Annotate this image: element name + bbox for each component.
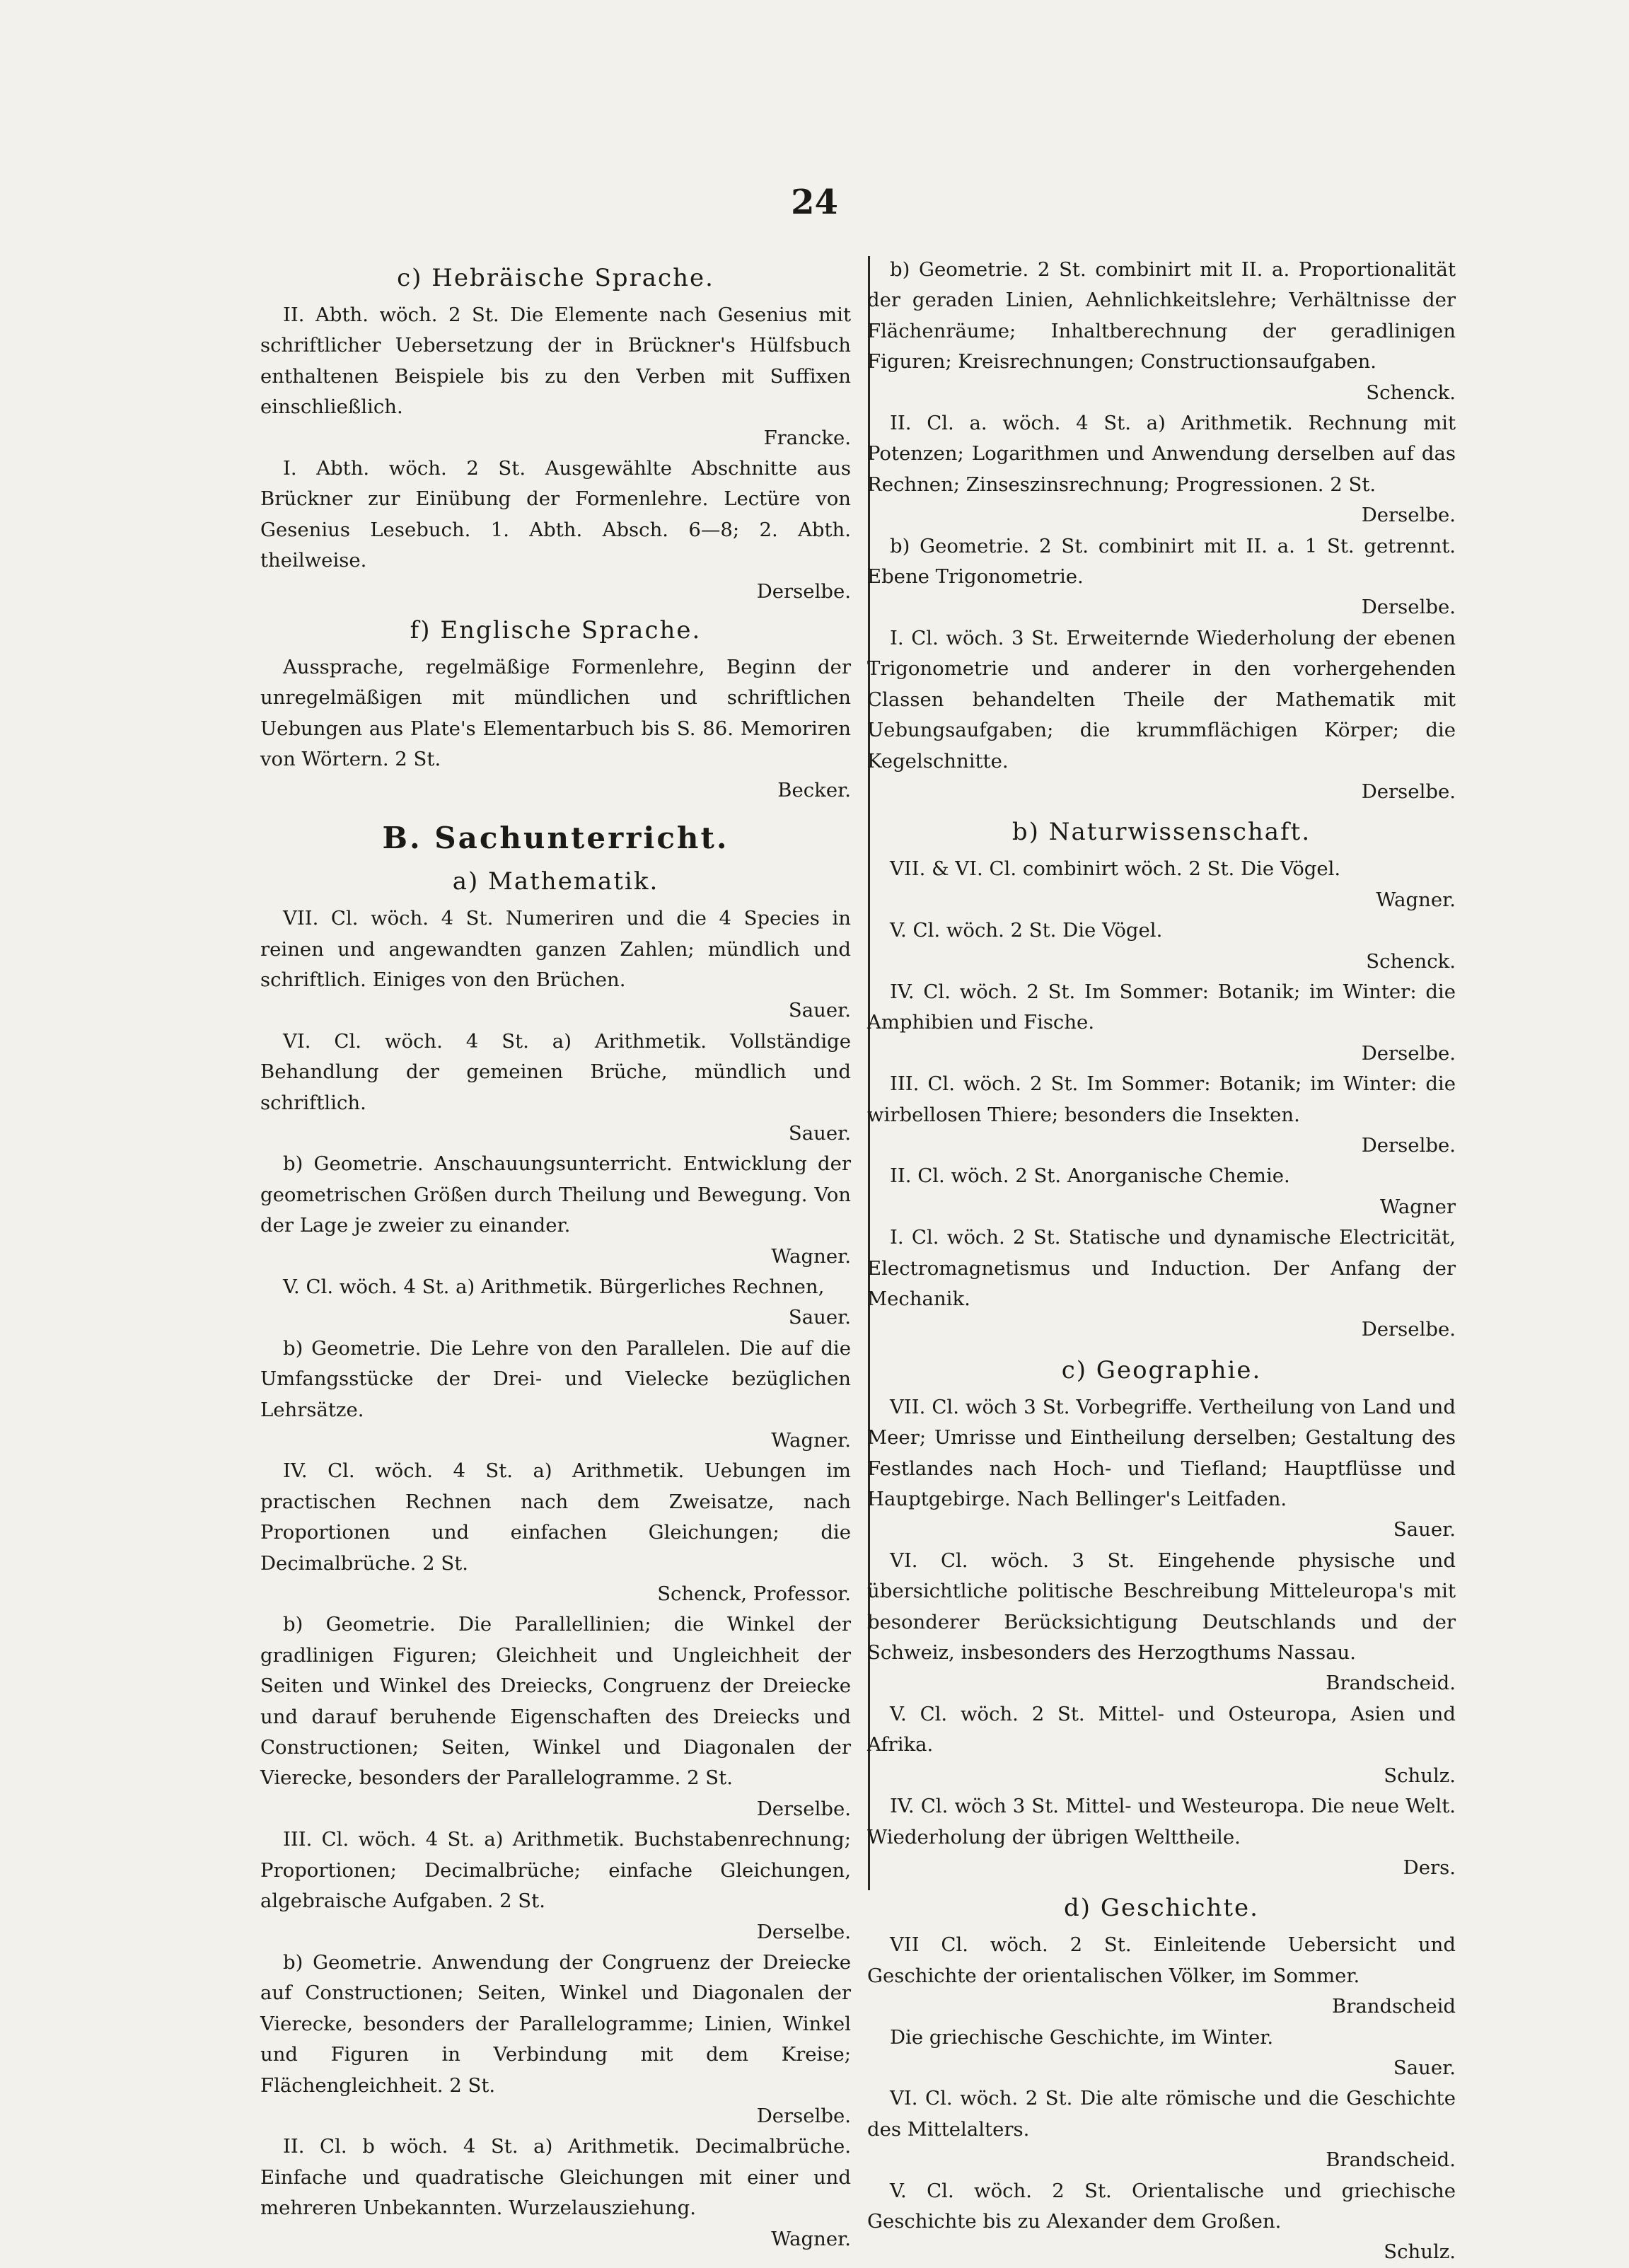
entry-text: b) Geometrie. Anschauungsunterricht. Entwicklung der geometrischen Größen durch Theilung und Bewegung. Von der Lage je zweier zu einander.	[260, 1152, 851, 1237]
entry-math-iib-geometrie	[867, 255, 1456, 408]
entry-math-vi-geometrie	[260, 1149, 851, 1272]
entry-text: IV. Cl. wöch. 2 St. Im Sommer: Botanik; im Winter: die Amphibien und Fische.	[867, 980, 1456, 1034]
teacher-name: Sauer.	[788, 999, 851, 1022]
entry-text: I. Cl. wöch. 2 St. Statische und dynamische Electricität, Electromagnetismus und Induction. Der Anfang der Mechanik.	[867, 1226, 1456, 1310]
entry-gesch-vii	[867, 1930, 1456, 2022]
entry-natur-i	[867, 1222, 1456, 1346]
entry-text: VII. & VI. Cl. combinirt wöch. 2 St. Die Vögel.	[890, 857, 1341, 881]
teacher-name: Derselbe.	[756, 1920, 851, 1943]
entry-math-iii-arithmetik	[260, 1824, 851, 1948]
entry-text: VII. Cl. wöch. 4 St. Numeriren und die 4 Species in reinen und angewandten ganzen Zahlen; mündlich und schriftlich. Einiges von den Brüchen.	[260, 907, 851, 991]
entry-hebrew-ii	[260, 300, 851, 453]
teacher-name: Derselbe.	[756, 1797, 851, 1820]
entry-text: III. Cl. wöch. 2 St. Im Sommer: Botanik; im Winter: die wirbellosen Thiere; besonders die Insekten.	[867, 1072, 1456, 1126]
teacher-name: Schenck.	[1366, 949, 1456, 973]
entry-text: b) Geometrie. Anwendung der Congruenz der Dreiecke auf Constructionen; Seiten, Winkel und Diagonalen der Vierecke, besonders der Parallelogramme; Linien, Winkel und Figuren in Verbindung mit dem Kreise; Flächengleichheit. 2 St.	[260, 1950, 851, 2097]
entry-text: IV. Cl. wöch. 4 St. a) Arithmetik. Uebungen im practischen Rechnen nach dem Zweisatze, nach Proportionen und einfachen Gleichungen; die Decimalbrüche. 2 St.	[260, 1459, 851, 1575]
entry-natur-v	[867, 915, 1456, 977]
teacher-name: Derselbe.	[1361, 596, 1456, 619]
entry-math-v-arithmetik	[260, 1272, 851, 1333]
entry-text: II. Cl. b wöch. 4 St. a) Arithmetik. Decimalbrüche. Einfache und quadratische Gleichungen mit einer und mehreren Unbekannten. Wurzelausziehung.	[260, 2135, 851, 2220]
entry-text: I. Cl. wöch. 3 St. Erweiternde Wiederholung der ebenen Trigonometrie und anderer in den vorhergehenden Classen behandelten Theile der Mathematik mit Uebungsaufgaben; die krummflächigen Körper; die Kegelschnitte.	[867, 626, 1456, 773]
teacher-name: Brandscheid	[1332, 1995, 1456, 2018]
entry-text: VII Cl. wöch. 2 St. Einleitende Uebersicht und Geschichte der orientalischen Völker, im Sommer.	[867, 1933, 1456, 1987]
teacher-name: Sauer.	[788, 1306, 851, 1329]
teacher-name: Derselbe.	[1361, 1133, 1456, 1157]
section-heading-geschichte: d) Geschichte.	[1064, 1894, 1259, 1923]
teacher-name: Schulz.	[1384, 2240, 1456, 2264]
teacher-name: Derselbe.	[756, 2104, 851, 2127]
teacher-name: Derselbe.	[756, 579, 851, 603]
entry-text: IV. Cl. wöch 3 St. Mittel- und Westeuropa. Die neue Welt. Wiederholung der übrigen Welttheile.	[867, 1795, 1456, 1848]
entry-text: V. Cl. wöch. 2 St. Die Vögel.	[890, 919, 1163, 942]
section-heading-hebrew: c) Hebräische Sprache.	[397, 264, 714, 292]
teacher-name: Derselbe.	[1361, 504, 1456, 527]
section-heading-naturwissenschaft: b) Naturwissenschaft.	[1011, 818, 1311, 847]
entry-natur-vii-vi	[867, 854, 1456, 915]
entry-geo-v	[867, 1699, 1456, 1791]
entry-math-iia-geometrie	[867, 531, 1456, 623]
entry-text: b) Geometrie. 2 St. combinirt mit II. a. Proportionalität der geraden Linien, Aehnlichkeitslehre; Verhältnisse der Flächenräume; Inhaltberechnung der geradlinigen Figuren; Kreisrechnungen; Constructionsaufgaben.	[867, 258, 1456, 374]
entry-math-iv-geometrie	[260, 1609, 851, 1824]
entry-text: V. Cl. wöch. 2 St. Mittel- und Osteuropa, Asien und Afrika.	[867, 1702, 1456, 1757]
entry-text: VI. Cl. wöch. 3 St. Eingehende physische und übersichtliche politische Beschreibung Mitteleuropa's mit besonderer Berücksichtigung Deutschlands und der Schweiz, insbesonders des Herzogthums Nassau.	[867, 1549, 1456, 1665]
entry-text: b) Geometrie. 2 St. combinirt mit II. a. 1 St. getrennt. Ebene Trigonometrie.	[867, 534, 1456, 589]
entry-text: III. Cl. wöch. 4 St. a) Arithmetik. Buchstabenrechnung; Proportionen; Decimalbrüche; einfache Gleichungen, algebraische Aufgaben. 2 St.	[260, 1828, 851, 1913]
entry-text: II. Cl. a. wöch. 4 St. a) Arithmetik. Rechnung mit Potenzen; Logarithmen und Anwendung derselben auf das Rechnen; Zinseszinsrechnung; Progressionen. 2 St.	[867, 412, 1456, 496]
entry-math-vii	[260, 903, 851, 1026]
teacher-name: Becker.	[777, 778, 851, 802]
entry-text: V. Cl. wöch. 2 St. Orientalische und griechische Geschichte bis zu Alexander dem Großen.	[867, 2179, 1456, 2233]
section-heading-sachunterricht: B. Sachunterricht.	[382, 821, 729, 856]
entry-math-iii-geometrie	[260, 1948, 851, 2131]
teacher-name: Sauer.	[1393, 2056, 1456, 2079]
entry-math-iv-arithmetik	[260, 1456, 851, 1609]
teacher-name: Schenck, Professor.	[657, 1583, 851, 1606]
teacher-name: Wagner.	[771, 1429, 851, 1452]
teacher-name: Wagner.	[771, 2227, 851, 2250]
entry-natur-iv	[867, 977, 1456, 1069]
section-heading-mathematik: a) Mathematik.	[452, 867, 659, 896]
teacher-name: Wagner	[1379, 1195, 1456, 1218]
section-heading-geographie: c) Geographie.	[1061, 1355, 1262, 1384]
teacher-name: Brandscheid.	[1326, 1672, 1456, 1695]
entry-natur-iii	[867, 1069, 1456, 1161]
entry-gesch-vii-winter	[867, 2023, 1456, 2084]
teacher-name: Wagner.	[771, 1244, 851, 1268]
page-number: 24	[791, 183, 838, 222]
entry-text: V. Cl. wöch. 4 St. a) Arithmetik. Bürgerliches Rechnen,	[283, 1275, 825, 1298]
teacher-name: Derselbe.	[1361, 780, 1456, 803]
entry-geo-iv	[867, 1791, 1456, 1883]
entry-english	[260, 652, 851, 806]
entry-gesch-v	[867, 2176, 1456, 2268]
teacher-name: Wagner.	[1376, 888, 1456, 911]
left-column	[260, 255, 851, 2255]
teacher-name: Sauer.	[1393, 1518, 1456, 1541]
entry-text: VI. Cl. wöch. 2 St. Die alte römische und die Geschichte des Mittelalters.	[867, 2087, 1456, 2141]
teacher-name: Francke.	[763, 426, 851, 449]
entry-text: Die griechische Geschichte, im Winter.	[890, 2025, 1274, 2049]
entry-text: b) Geometrie. Die Lehre von den Parallelen. Die auf die Umfangsstücke der Drei- und Vielecke bezüglichen Lehrsätze.	[260, 1336, 851, 1421]
entry-gesch-vi	[867, 2083, 1456, 2175]
teacher-name: Schulz.	[1384, 1764, 1456, 1787]
right-column	[867, 255, 1456, 2268]
entry-text: b) Geometrie. Die Parallellinien; die Winkel der gradlinigen Figuren; Gleichheit und Ungleichheit der Seiten und Winkel des Dreiecks, Congruenz der Dreiecke und darauf beruhende Eigenschaften des Dreiecks und Constructionen; Seiten, Winkel und Diagonalen der Vierecke, besonders der Parallelogramme. 2 St.	[260, 1613, 851, 1790]
entry-math-iib-arithmetik	[260, 2131, 851, 2255]
section-heading-english: f) Englische Sprache.	[410, 616, 702, 645]
entry-math-v-geometrie	[260, 1333, 851, 1457]
teacher-name: Ders.	[1403, 1856, 1456, 1879]
entry-math-i	[867, 623, 1456, 807]
entry-text: VII. Cl. wöch 3 St. Vorbegriffe. Vertheilung von Land und Meer; Umrisse und Eintheilung derselben; Gestaltung des Festlandes nach Hoch- und Tiefland; Hauptflüsse und Hauptgebirge. Nach Bellinger's Leitfaden.	[867, 1395, 1456, 1511]
entry-text: Aussprache, regelmäßige Formenlehre, Beginn der unregelmäßigen mit mündlichen und schriftlichen Uebungen aus Plate's Elementarbuch bis S. 86. Memoriren von Wörtern. 2 St.	[260, 656, 851, 771]
entry-geo-vi	[867, 1546, 1456, 1699]
entry-text: VI. Cl. wöch. 4 St. a) Arithmetik. Vollständige Behandlung der gemeinen Brüche, mündlich und schriftlich.	[260, 1029, 851, 1114]
teacher-name: Sauer.	[788, 1121, 851, 1145]
entry-text: II. Cl. wöch. 2 St. Anorganische Chemie.	[890, 1164, 1290, 1188]
entry-natur-ii	[867, 1161, 1456, 1222]
entry-geo-vii	[867, 1392, 1456, 1546]
entry-text: II. Abth. wöch. 2 St. Die Elemente nach Gesenius mit schriftlicher Uebersetzung der in Brückner's Hülfsbuch enthaltenen Beispiele bis zu den Verben mit Suffixen einschließlich.	[260, 303, 851, 419]
entry-math-iia-arithmetik	[867, 408, 1456, 531]
entry-text: I. Abth. wöch. 2 St. Ausgewählte Abschnitte aus Brückner zur Einübung der Formenlehre. Lectüre von Gesenius Lesebuch. 1. Abth. Absch. 6—8; 2. Abth. theilweise.	[260, 457, 851, 572]
teacher-name: Derselbe.	[1361, 1318, 1456, 1341]
entry-hebrew-i	[260, 453, 851, 607]
teacher-name: Schenck.	[1366, 381, 1456, 404]
teacher-name: Derselbe.	[1361, 1041, 1456, 1065]
teacher-name: Brandscheid.	[1326, 2148, 1456, 2172]
entry-math-vi-arithmetik	[260, 1026, 851, 1150]
